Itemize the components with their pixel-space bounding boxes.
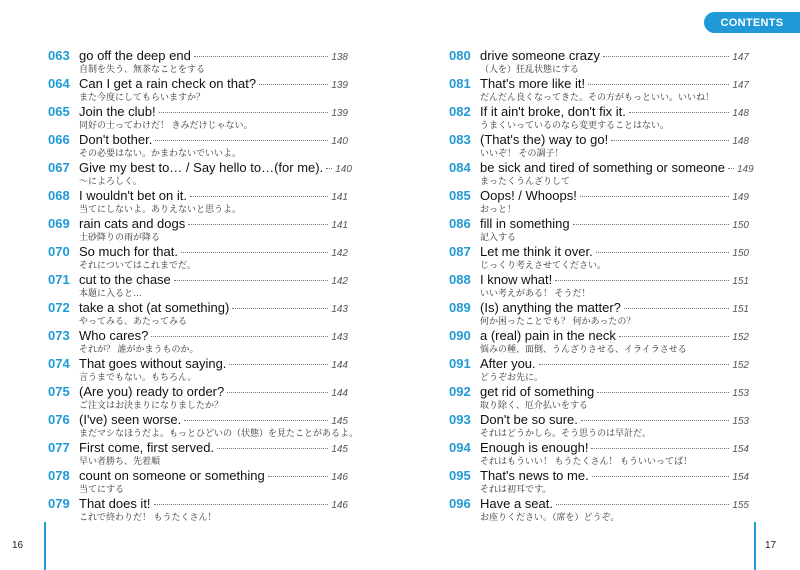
entry-heading-row xyxy=(48,272,348,288)
right-page-marker xyxy=(754,522,756,570)
contents-entry xyxy=(449,440,749,468)
dot-leader xyxy=(580,196,729,197)
dot-leader xyxy=(596,252,730,253)
entry-page-number: 146 xyxy=(331,472,348,483)
entry-translation: その必要はない。かまわないでいいよ。 xyxy=(79,148,242,158)
contents-entry xyxy=(48,384,348,412)
entry-heading-row xyxy=(449,216,749,232)
entry-heading-row xyxy=(48,216,348,232)
entry-heading-row xyxy=(449,468,749,484)
entry-translation: それは初耳です。 xyxy=(480,484,552,494)
entry-page-number: 144 xyxy=(331,388,348,399)
entry-page-number: 154 xyxy=(732,472,749,483)
dot-leader xyxy=(603,56,729,57)
entry-heading-row xyxy=(48,496,348,512)
entry-number: 095 xyxy=(449,468,471,483)
right-contents-column xyxy=(449,48,754,524)
entry-page-number: 142 xyxy=(331,276,348,287)
entry-number: 077 xyxy=(48,440,70,455)
entry-page-number: 152 xyxy=(732,360,749,371)
entry-number: 075 xyxy=(48,384,70,399)
entry-phrase: That goes without saying. xyxy=(79,356,227,371)
contents-entry xyxy=(48,160,352,188)
entry-number: 094 xyxy=(449,440,471,455)
contents-entry xyxy=(449,328,749,356)
entry-page-number: 145 xyxy=(331,444,348,455)
dot-leader xyxy=(597,392,729,393)
entry-number: 091 xyxy=(449,356,471,371)
entry-heading-row xyxy=(449,328,749,344)
contents-entry xyxy=(48,272,348,300)
dot-leader xyxy=(190,196,328,197)
entry-phrase: If it ain't broke, don't fix it. xyxy=(480,104,626,119)
entry-page-number: 145 xyxy=(331,416,348,427)
entry-number: 071 xyxy=(48,272,70,287)
entry-phrase: Who cares? xyxy=(79,328,149,343)
entry-phrase: Join the club! xyxy=(79,104,156,119)
entry-phrase: Can I get a rain check on that? xyxy=(79,76,257,91)
entry-translation: どうぞお先に。 xyxy=(480,372,544,382)
contents-entry xyxy=(449,132,749,160)
dot-leader xyxy=(151,336,328,337)
contents-entry xyxy=(449,216,749,244)
entry-heading-row xyxy=(449,244,749,260)
dot-leader xyxy=(573,224,730,225)
dot-leader xyxy=(591,448,729,449)
dot-leader xyxy=(217,448,328,449)
entry-phrase: fill in something xyxy=(480,216,570,231)
entry-heading-row xyxy=(449,104,749,120)
entry-translation: それはどうかしら。そう思うのは早計だ。 xyxy=(480,428,652,438)
entry-phrase: Don't be so sure. xyxy=(480,412,578,427)
entry-heading-row xyxy=(48,356,348,372)
entry-phrase: That's news to me. xyxy=(480,468,589,483)
entry-number: 069 xyxy=(48,216,70,231)
entry-number: 066 xyxy=(48,132,70,147)
entry-page-number: 141 xyxy=(331,220,348,231)
contents-entry xyxy=(48,132,348,160)
dot-leader xyxy=(184,420,328,421)
entry-translation: まだマシなほうだよ。もっとひどいの（状態）を見たことがあるよ。 xyxy=(79,428,359,438)
entry-translation: 当てにする xyxy=(79,484,125,494)
contents-entry xyxy=(48,244,348,272)
entry-phrase: (That's the) way to go! xyxy=(480,132,609,147)
entry-number: 073 xyxy=(48,328,70,343)
entry-page-number: 147 xyxy=(732,80,749,91)
entry-page-number: 153 xyxy=(732,416,749,427)
contents-entry xyxy=(48,76,348,104)
entry-translation: 言うまでもない。もちろん。 xyxy=(79,372,197,382)
entry-page-number: 140 xyxy=(331,136,348,147)
entry-translation: 何か困ったことでも？ 何かあったの？ xyxy=(480,316,636,326)
entry-phrase: count on someone or something xyxy=(79,468,265,483)
entry-page-number: 150 xyxy=(732,220,749,231)
entry-heading-row xyxy=(48,440,348,456)
entry-translation: お座りください。（席を）どうぞ。 xyxy=(480,512,620,522)
entry-phrase: Oops! / Whoops! xyxy=(480,188,577,203)
entry-heading-row xyxy=(449,132,749,148)
dot-leader xyxy=(188,224,328,225)
entry-page-number: 139 xyxy=(331,80,348,91)
entry-page-number: 146 xyxy=(331,500,348,511)
entry-heading-row xyxy=(48,384,348,400)
entry-page-number: 141 xyxy=(331,192,348,203)
entry-translation: 記入する xyxy=(480,232,517,242)
contents-entry xyxy=(48,468,348,496)
dot-leader xyxy=(611,140,729,141)
contents-entry xyxy=(48,496,348,524)
entry-number: 065 xyxy=(48,104,70,119)
entry-translation: また今度にしてもらいますか？ xyxy=(79,92,206,102)
entry-heading-row xyxy=(449,356,749,372)
dot-leader xyxy=(629,112,729,113)
contents-entry xyxy=(449,244,749,272)
entry-heading-row xyxy=(48,132,348,148)
entry-page-number: 143 xyxy=(331,304,348,315)
entry-number: 064 xyxy=(48,76,70,91)
contents-entry xyxy=(48,300,348,328)
dot-leader xyxy=(728,168,734,169)
entry-phrase: be sick and tired of something or someone xyxy=(480,160,725,175)
entry-page-number: 138 xyxy=(331,52,348,63)
entry-number: 086 xyxy=(449,216,471,231)
entry-number: 082 xyxy=(449,104,471,119)
entry-heading-row xyxy=(449,412,749,428)
entry-phrase: go off the deep end xyxy=(79,48,191,63)
entry-heading-row xyxy=(48,48,348,64)
dot-leader xyxy=(174,280,329,281)
contents-entry xyxy=(449,188,749,216)
entry-number: 063 xyxy=(48,48,70,63)
entry-translation: 〜によろしく。 xyxy=(79,176,142,186)
dot-leader xyxy=(326,168,332,169)
entry-phrase: a (real) pain in the neck xyxy=(480,328,616,343)
entry-phrase: take a shot (at something) xyxy=(79,300,230,315)
entry-phrase: Give my best to… / Say hello to…(for me). xyxy=(79,160,324,175)
dot-leader xyxy=(555,280,729,281)
contents-entry xyxy=(449,160,754,188)
dot-leader xyxy=(154,504,329,505)
contents-entry xyxy=(48,188,348,216)
entry-phrase: get rid of something xyxy=(480,384,595,399)
entry-translation: おっと！ xyxy=(480,204,517,214)
dot-leader xyxy=(619,336,729,337)
entry-number: 088 xyxy=(449,272,471,287)
entry-heading-row xyxy=(48,76,348,92)
contents-entry xyxy=(48,356,348,384)
entry-translation: いいぞ！ その調子！ xyxy=(480,148,564,158)
entry-phrase: Let me think it over. xyxy=(480,244,593,259)
entry-heading-row xyxy=(449,160,754,176)
entry-number: 070 xyxy=(48,244,70,259)
entry-page-number: 151 xyxy=(732,304,749,315)
left-page-marker xyxy=(44,522,46,570)
entry-phrase: That's more like it! xyxy=(480,76,586,91)
entry-heading-row xyxy=(449,440,749,456)
entry-number: 072 xyxy=(48,300,70,315)
entry-page-number: 144 xyxy=(331,360,348,371)
dot-leader xyxy=(159,112,329,113)
entry-number: 085 xyxy=(449,188,471,203)
left-contents-column xyxy=(48,48,359,524)
contents-entry xyxy=(48,412,359,440)
entry-phrase: First come, first served. xyxy=(79,440,215,455)
contents-entry xyxy=(449,412,749,440)
entry-heading-row xyxy=(48,160,352,176)
dot-leader xyxy=(181,252,328,253)
entry-translation: それはもういい！ もうたくさん！ もういいってば！ xyxy=(480,456,693,466)
dot-leader xyxy=(581,420,729,421)
entry-number: 084 xyxy=(449,160,471,175)
entry-phrase: (I've) seen worse. xyxy=(79,412,182,427)
entry-translation: 悩みの種、面倒、うんざりさせる、イライラさせる xyxy=(480,344,687,354)
dot-leader xyxy=(592,476,730,477)
entry-page-number: 148 xyxy=(732,136,749,147)
entry-page-number: 143 xyxy=(331,332,348,343)
contents-entry xyxy=(48,328,348,356)
entry-translation: まったくうんざりして xyxy=(480,176,571,186)
entry-translation: だんだん良くなってきた。その方がもっといい。いいね！ xyxy=(480,92,715,102)
entry-translation: いい考えがある！ そうだ！ xyxy=(480,288,591,298)
dot-leader xyxy=(556,504,729,505)
entry-heading-row xyxy=(449,384,749,400)
entry-translation: じっくり考えさせてください。 xyxy=(480,260,607,270)
dot-leader xyxy=(227,392,328,393)
entry-phrase: Enough is enough! xyxy=(480,440,589,455)
entry-page-number: 155 xyxy=(732,500,749,511)
entry-translation: 当てにしないよ。ありえないと思うよ。 xyxy=(79,204,242,214)
entry-heading-row xyxy=(449,496,749,512)
contents-entry xyxy=(449,356,749,384)
entry-phrase: Have a seat. xyxy=(480,496,553,511)
entry-page-number: 154 xyxy=(732,444,749,455)
entry-heading-row xyxy=(449,188,749,204)
entry-translation: 取り除く、厄介払いをする xyxy=(480,400,588,410)
entry-heading-row xyxy=(48,104,348,120)
contents-entry xyxy=(449,272,749,300)
entry-translation: それが？ 誰がかまうものか。 xyxy=(79,344,199,354)
entry-heading-row xyxy=(449,272,749,288)
entry-page-number: 142 xyxy=(331,248,348,259)
entry-number: 068 xyxy=(48,188,70,203)
dot-leader xyxy=(259,84,328,85)
entry-page-number: 149 xyxy=(736,164,754,175)
entry-page-number: 140 xyxy=(335,164,352,175)
page-number-left: 16 xyxy=(12,540,24,551)
entry-phrase: I know what! xyxy=(480,272,553,287)
entry-page-number: 150 xyxy=(732,248,749,259)
contents-entry xyxy=(449,384,749,412)
contents-entry xyxy=(48,440,348,468)
entry-heading-row xyxy=(449,48,749,64)
entry-page-number: 148 xyxy=(732,108,749,119)
entry-phrase: After you. xyxy=(480,356,536,371)
contents-entry xyxy=(449,300,749,328)
entry-number: 093 xyxy=(449,412,471,427)
entry-heading-row xyxy=(449,300,749,316)
contents-entry xyxy=(449,496,749,524)
entry-phrase: Don't bother. xyxy=(79,132,153,147)
entry-page-number: 147 xyxy=(732,52,749,63)
contents-entry xyxy=(449,104,749,132)
entry-translation: 土砂降りの雨が降る xyxy=(79,232,161,242)
entry-phrase: (Is) anything the matter? xyxy=(480,300,621,315)
entry-translation: これで終わりだ！ もうたくさん！ xyxy=(79,512,217,522)
entry-phrase: drive someone crazy xyxy=(480,48,600,63)
contents-entry xyxy=(449,468,749,496)
dot-leader xyxy=(539,364,730,365)
entry-heading-row xyxy=(48,468,348,484)
entry-heading-row xyxy=(449,76,749,92)
dot-leader xyxy=(229,364,328,365)
entry-phrase: That does it! xyxy=(79,496,151,511)
entry-translation: （人を）狂乱状態にする xyxy=(480,64,580,74)
entry-translation: うまくいっているのなら変更することはない。 xyxy=(480,120,670,130)
entry-phrase: cut to the chase xyxy=(79,272,171,287)
entry-phrase: (Are you) ready to order? xyxy=(79,384,225,399)
entry-heading-row xyxy=(48,188,348,204)
entry-number: 089 xyxy=(449,300,471,315)
page-number-right: 17 xyxy=(765,540,777,551)
dot-leader xyxy=(155,140,328,141)
contents-entry xyxy=(48,48,348,76)
entry-number: 083 xyxy=(449,132,471,147)
entry-number: 078 xyxy=(48,468,70,483)
entry-page-number: 151 xyxy=(732,276,749,287)
entry-number: 067 xyxy=(48,160,70,175)
entry-phrase: rain cats and dogs xyxy=(79,216,186,231)
contents-entry xyxy=(449,76,749,104)
dot-leader xyxy=(268,476,329,477)
dot-leader xyxy=(588,84,729,85)
entry-translation: 同好の士ってわけだ！ きみだけじゃない。 xyxy=(79,120,253,130)
entry-number: 076 xyxy=(48,412,70,427)
entry-heading-row xyxy=(48,244,348,260)
entry-number: 081 xyxy=(449,76,471,91)
contents-badge: CONTENTS xyxy=(704,12,800,33)
entry-number: 079 xyxy=(48,496,70,511)
entry-translation: 早い者勝ち、先着順 xyxy=(79,456,161,466)
entry-number: 080 xyxy=(449,48,471,63)
entry-heading-row xyxy=(48,300,348,316)
entry-phrase: So much for that. xyxy=(79,244,178,259)
entry-phrase: I wouldn't bet on it. xyxy=(79,188,187,203)
contents-entry xyxy=(449,48,749,76)
entry-page-number: 139 xyxy=(331,108,348,119)
entry-heading-row xyxy=(48,412,348,428)
dot-leader xyxy=(194,56,329,57)
entry-number: 092 xyxy=(449,384,471,399)
entry-page-number: 149 xyxy=(732,192,749,203)
entry-translation: それについてはこれまでだ。 xyxy=(79,260,196,270)
entry-number: 074 xyxy=(48,356,70,371)
entry-heading-row xyxy=(48,328,348,344)
entry-translation: 本題に入ると… xyxy=(79,288,143,298)
contents-entry xyxy=(48,216,348,244)
entry-translation: 自制を失う、無茶なことをする xyxy=(79,64,206,74)
entry-number: 090 xyxy=(449,328,471,343)
contents-entry xyxy=(48,104,348,132)
entry-translation: ご注文はお決まりになりましたか？ xyxy=(79,400,224,410)
entry-translation: やってみる、あたってみる xyxy=(79,316,188,326)
entry-number: 096 xyxy=(449,496,471,511)
entry-number: 087 xyxy=(449,244,471,259)
dot-leader xyxy=(624,308,729,309)
dot-leader xyxy=(232,308,328,309)
entry-page-number: 152 xyxy=(732,332,749,343)
entry-page-number: 153 xyxy=(732,388,749,399)
